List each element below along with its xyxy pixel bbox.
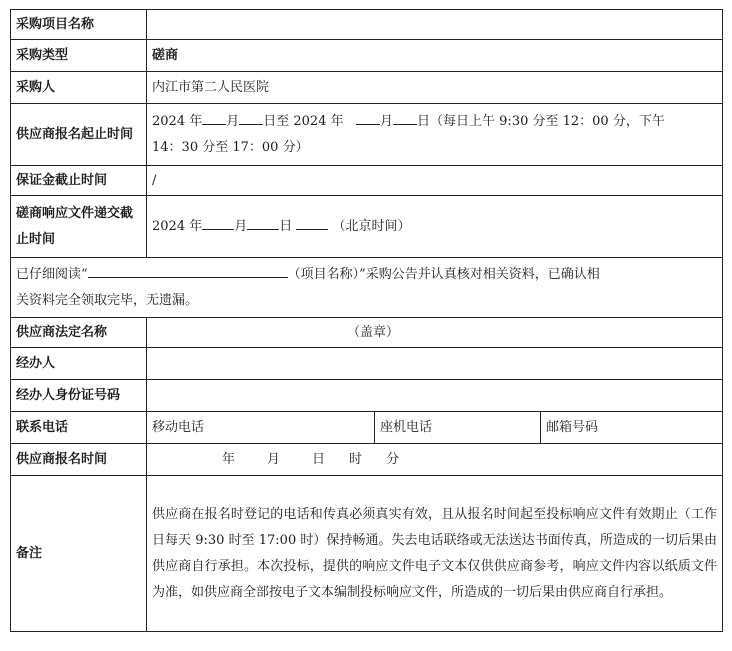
reg-day-a: 日至 (263, 114, 290, 129)
row-statement (11, 258, 723, 318)
statement-suffix: （项目名称）”采购公告并认真核对相关资料，已确认相 (287, 267, 600, 282)
purchaser-value: 内江市第二人民医院 (147, 72, 723, 104)
reg-month-b-blank[interactable] (356, 108, 380, 125)
reg-period-line2: 14：30 分至 17：00 分） (152, 140, 309, 155)
agent-id-value[interactable] (147, 380, 723, 412)
reg-time-hour: 时 (349, 451, 363, 467)
project-name-value[interactable] (147, 10, 723, 40)
row-agent (11, 348, 723, 380)
row-contact (11, 412, 723, 444)
statement-project-blank[interactable] (88, 261, 288, 278)
row-purchaser (11, 72, 723, 104)
registration-period-value (147, 104, 723, 166)
purchaser-label: 采购人 (11, 72, 147, 104)
row-deposit-deadline (11, 166, 723, 196)
resp-day-blank[interactable] (247, 213, 279, 230)
statement-cell (11, 258, 723, 318)
reg-month-a: 月 (226, 114, 240, 129)
registration-period-label: 供应商报名起止时间 (11, 104, 147, 166)
resp-tz: （北京时间） (332, 219, 411, 234)
reg-day-b: 日（每日上午 9:30 分至 12：00 分，下午 (417, 114, 665, 129)
agent-label: 经办人 (11, 348, 147, 380)
reg-year-b: 2024 年 (293, 114, 344, 129)
reg-time-year: 年 (222, 451, 236, 467)
resp-year: 2024 年 (152, 219, 203, 234)
resp-month: 月 (234, 219, 248, 234)
remark-label: 备注 (11, 476, 147, 632)
legal-name-label: 供应商法定名称 (11, 318, 147, 348)
agent-value[interactable] (147, 348, 723, 380)
row-remark (11, 476, 723, 632)
response-deadline-label: 磋商响应文件递交截止时间 (11, 196, 147, 258)
mobile-phone-field[interactable]: 移动电话 (147, 412, 375, 444)
procurement-type-label: 采购类型 (11, 40, 147, 72)
reg-time-minute: 分 (386, 451, 400, 467)
registration-time-label: 供应商报名时间 (11, 444, 147, 476)
registration-form-table (10, 9, 723, 632)
row-procurement-type (11, 40, 723, 72)
row-registration-period (11, 104, 723, 166)
deposit-deadline-value: / (147, 166, 723, 196)
statement-line2: 关资料完全领取完毕，无遗漏。 (16, 293, 199, 308)
row-response-deadline (11, 196, 723, 258)
reg-day-b-blank[interactable] (393, 108, 417, 125)
legal-name-value[interactable] (147, 318, 723, 348)
remark-text: 供应商在报名时登记的电话和传真必须真实有效，且从报名时间起至投标响应文件有效期止（工作日每天 9:30 时至 17:00 时）保持畅通。失去电话联络或无法送达书面传真，所造成的一切后果由供应商自行承担。本次投标，提供的响应文件电子文本仅供供应商参考，响应文件内容以纸质文件为准，如供应商全部按电子文本编制投标响应文件，所造成的一切后果由供应商自行承担。 (147, 476, 723, 632)
row-project-name (11, 10, 723, 40)
registration-time-value[interactable] (147, 444, 723, 476)
contact-label: 联系电话 (11, 412, 147, 444)
agent-id-label: 经办人身份证号码 (11, 380, 147, 412)
landline-phone-field[interactable]: 座机电话 (375, 412, 541, 444)
statement-prefix: 已仔细阅读“ (16, 267, 88, 282)
reg-time-day: 日 (312, 451, 326, 467)
seal-note: （盖章） (347, 324, 400, 340)
reg-month-a-blank[interactable] (202, 108, 226, 125)
deposit-deadline-label: 保证金截止时间 (11, 166, 147, 196)
reg-month-b: 月 (380, 114, 394, 129)
row-legal-name (11, 318, 723, 348)
response-deadline-value (147, 196, 723, 258)
postal-code-field[interactable]: 邮箱号码 (541, 412, 723, 444)
resp-extra-blank[interactable] (296, 213, 328, 230)
resp-day: 日 (279, 219, 293, 234)
reg-year-a: 2024 年 (152, 114, 203, 129)
reg-day-a-blank[interactable] (239, 108, 263, 125)
procurement-type-value: 磋商 (147, 40, 723, 72)
row-agent-id (11, 380, 723, 412)
reg-time-month: 月 (267, 451, 281, 467)
project-name-label: 采购项目名称 (11, 10, 147, 40)
row-registration-time (11, 444, 723, 476)
resp-month-blank[interactable] (202, 213, 234, 230)
